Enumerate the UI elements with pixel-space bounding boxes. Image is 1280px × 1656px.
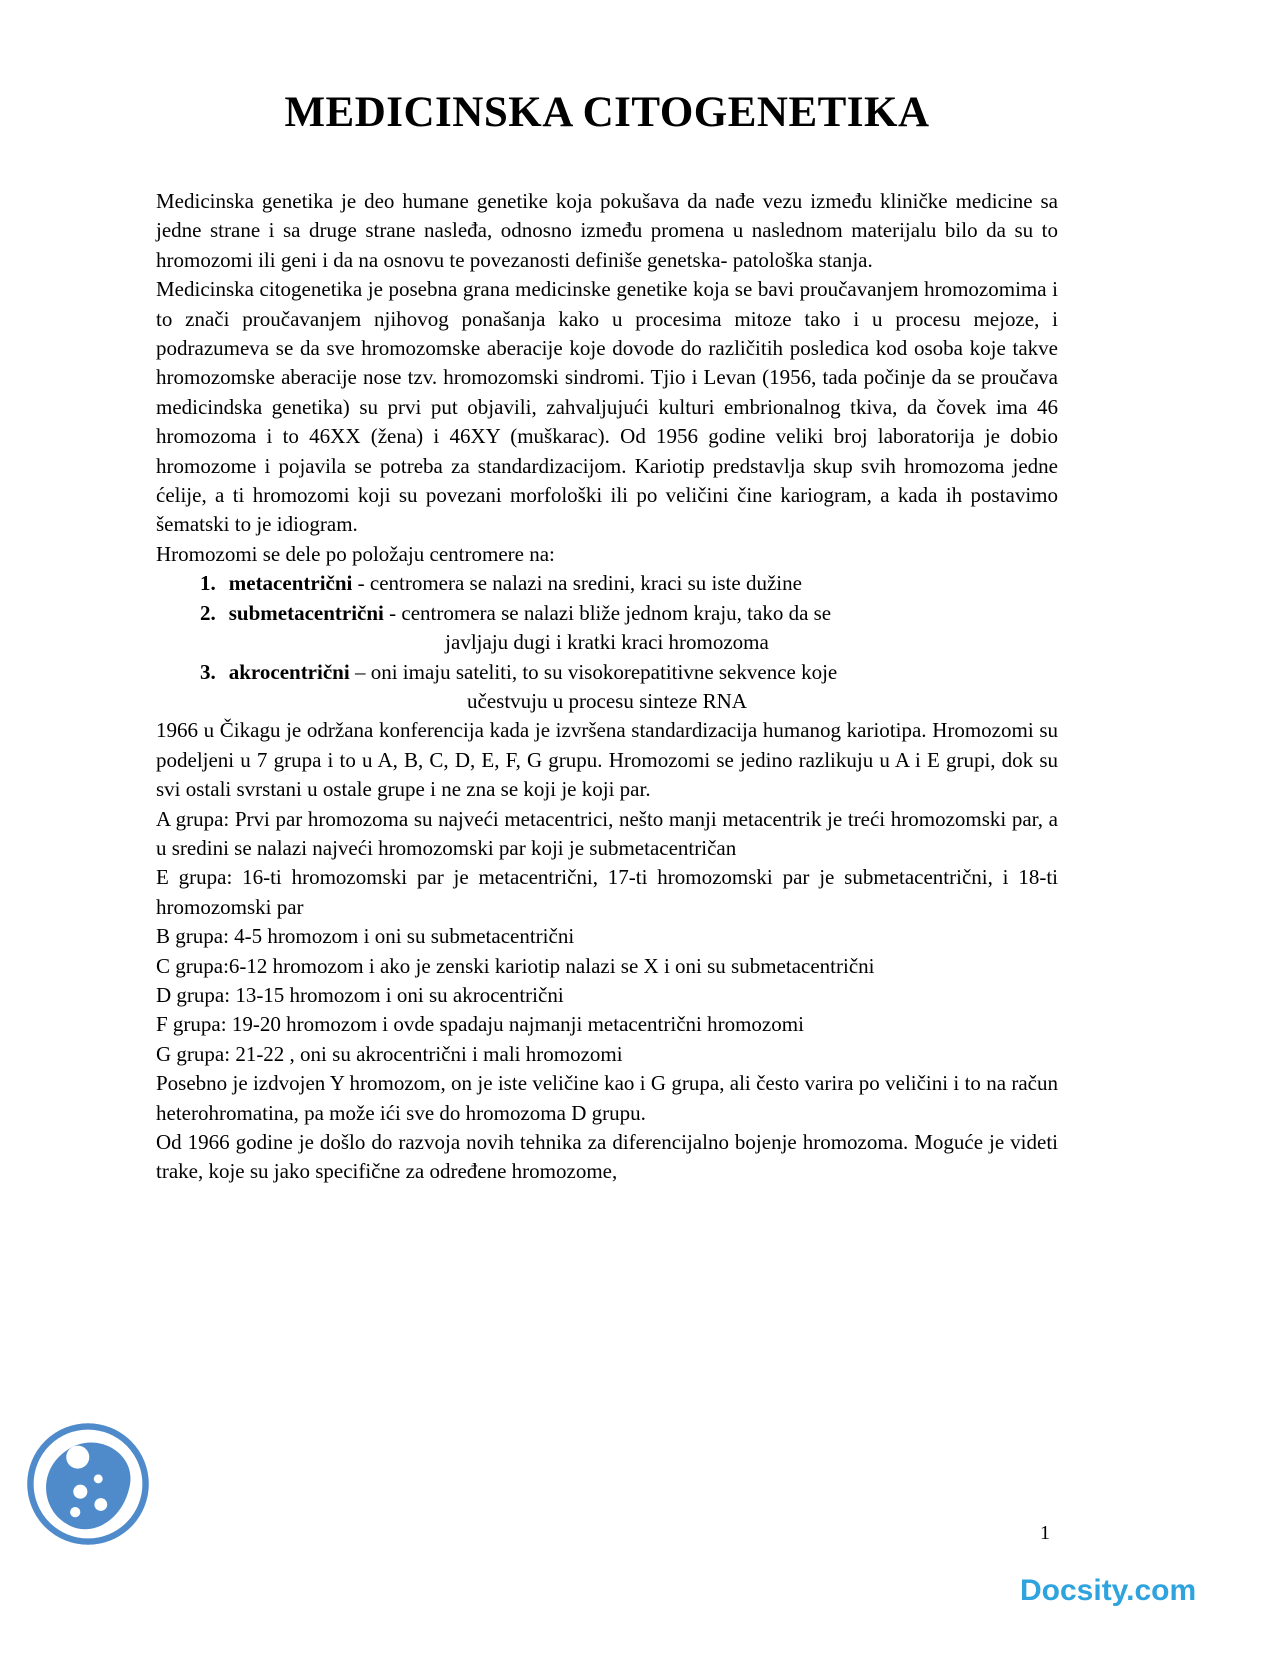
docsity-logo-icon	[24, 1420, 152, 1548]
list-item-metacentric	[156, 569, 1058, 598]
paragraph-genetics-intro: Medicinska genetika je deo humane genetike koja pokušava da nađe vezu između kliničke medicine sa jedne strane i sa druge strane nasleđa, odnosno između promena u naslednom materijalu bilo da su to hromozomi ili geni i da na osnovu te povezanosti definiše genetska- patološka stanja.	[156, 189, 1058, 272]
paragraph-group-d: D grupa: 13-15 hromozom i oni su akrocentrični	[156, 982, 564, 1007]
list-item-submetacentric	[156, 599, 1058, 628]
docsity-brand-link[interactable]: Docsity.com	[1020, 1574, 1197, 1607]
list-number: 3.	[200, 659, 216, 684]
paragraph-group-b: B grupa: 4-5 hromozom i oni su submetacentrični	[156, 924, 575, 949]
list-item-continuation: javljaju dugi i kratki kraci hromozoma	[445, 630, 769, 655]
list-term: metacentrični	[228, 571, 353, 596]
document-content	[156, 88, 1058, 1187]
paragraph-group-c: C grupa:6-12 hromozom i ako je zenski kariotip nalazi se X i oni su submetacentrični	[156, 953, 875, 978]
body-text	[156, 187, 1058, 1187]
list-text: - centromera se nalazi bliže jednom kraju, tako da se	[383, 600, 832, 625]
paragraph-group-f: F grupa: 19-20 hromozom i ovde spadaju najmanji metacentrični hromozomi	[156, 1012, 804, 1037]
page-number: 1	[1040, 1522, 1050, 1544]
paragraph-group-e: E grupa: 16-ti hromozomski par je metacentrični, 17-ti hromozomski par je submetacentrični, i 18-ti hromozomski par	[156, 865, 1058, 919]
list-item-acrocentric	[156, 658, 1058, 687]
list-term: submetacentrični	[228, 600, 384, 625]
list-term: akrocentrični	[228, 659, 350, 684]
paragraph-cytogenetics: Medicinska citogenetika je posebna grana medicinske genetike koja se bavi proučavanjem hromozomima i to znači proučavanjem njihovog ponašanja kako u procesima mitoze tako i u procesu mejoze, i podrazumeva se da sve hromozomske aberacije koje dovode do različitih posledica kod osoba koje takve hromozomske aberacije nose tzv. hromozomski sindromi. Tjio i Levan (1956, tada počinje da se proučava medicindska genetika) su prvi put objavili, zahvaljujući kulturi embrionalnog tkiva, da čovek ima 46 hromozoma i to 46XX (žena) i 46XY (muškarac). Od 1956 godine veliki broj laboratorija je dobio hromozome i pojavila se potreba za standardizacijom. Kariotip predstavlja skup svih hromozoma jedne ćelije, a ti hromozomi koji su povezani morfološki ili po veličini čine kariogram, a kada ih postavimo šematski to je idiogram.	[156, 277, 1058, 537]
list-text: - centromera se nalazi na sredini, kraci su iste dužine	[352, 571, 802, 596]
paragraph-y-chromosome: Posebno je izdvojen Y hromozom, on je iste veličine kao i G grupa, ali često varira po veličini i to na račun heterohromatina, pa može ići sve do hromozoma D grupu.	[156, 1071, 1058, 1125]
paragraph-banding: Od 1966 godine je došlo do razvoja novih tehnika za diferencijalno bojenje hromozoma. Moguće je videti trake, koje su jako specifične za određene hromozome,	[156, 1130, 1058, 1184]
list-number: 1.	[200, 571, 216, 596]
list-number: 2.	[200, 600, 216, 625]
list-item-continuation: učestvuju u procesu sinteze RNA	[467, 688, 747, 713]
list-text: – oni imaju sateliti, to su visokorepatitivne sekvence koje	[349, 659, 838, 684]
paragraph-centromere-lead: Hromozomi se dele po položaju centromere na:	[156, 541, 555, 566]
centromere-type-list	[156, 569, 1058, 716]
page-title: MEDICINSKA CITOGENETIKA	[284, 89, 930, 136]
paragraph-group-g: G grupa: 21-22 , oni su akrocentrični i mali hromozomi	[156, 1041, 623, 1066]
paragraph-standardization: 1966 u Čikagu je održana konferencija kada je izvršena standardizacija humanog kariotipa. Hromozomi su podeljeni u 7 grupa i to u A, B, C, D, E, F, G grupu. Hromozomi se jedino razlikuju u A i E grupi, dok su svi ostali svrstani u ostale grupe i ne zna se koji je koji par.	[156, 718, 1058, 802]
paragraph-group-a: A grupa: Prvi par hromozoma su najveći metacentrici, nešto manji metacentrik je treći hromozomski par, a u sredini se nalazi najveći hromozomski par koji je submetacentričan	[156, 806, 1058, 860]
